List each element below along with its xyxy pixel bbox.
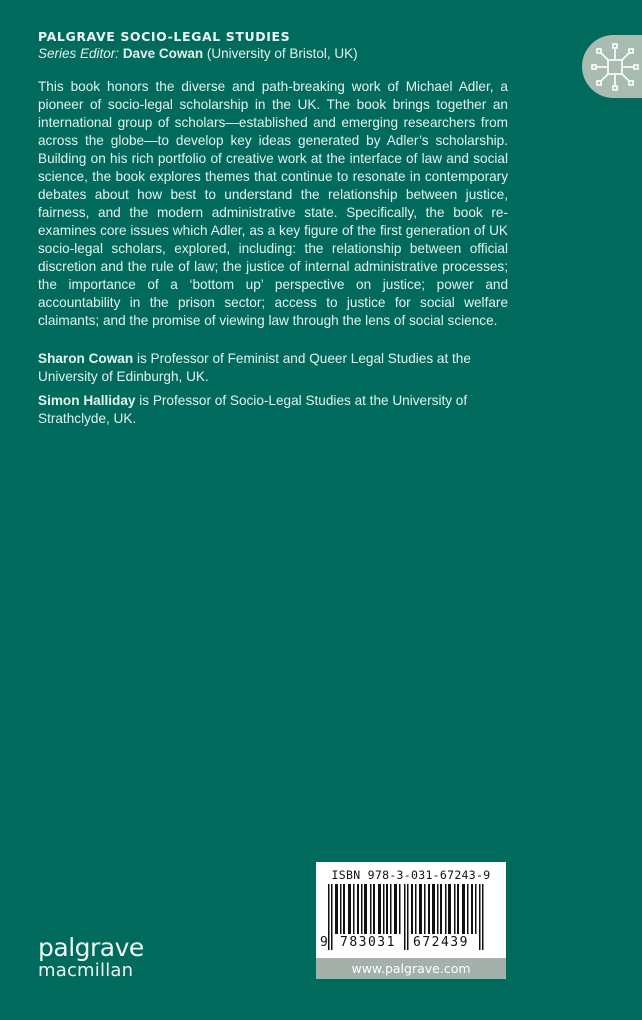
series-header xyxy=(38,28,358,63)
author-description: is Professor of Socio-Legal Studies at the University of Strathclyde, UK. xyxy=(38,393,468,426)
author-description: is Professor of Feminist and Queer Legal Studies at the University of Edinburgh, UK. xyxy=(38,351,471,384)
series-badge xyxy=(582,35,642,98)
barcode-digit-group-right: 672439 xyxy=(413,935,469,950)
publisher-logo xyxy=(38,933,144,982)
series-editor-label: Series Editor: xyxy=(38,46,120,61)
publisher-logo-line2: macmillan xyxy=(38,960,134,981)
series-title: PALGRAVE SOCIO-LEGAL STUDIES xyxy=(38,29,291,44)
author-bios xyxy=(38,350,508,434)
author-name: Simon Halliday xyxy=(38,393,136,408)
book-description: This book honors the diverse and path-breaking work of Michael Adler, a pioneer of socio-legal scholarship in the UK. The book brings together an international group of scholars—established and emerging researchers from across the globe—to develop key ideas generated by Adler’s scholarship. Building on his rich portfolio of creative work at the interface of law and social science, the book explores themes that continue to resonate in contemporary debates about how best to understand the relationship between justice, fairness, and the modern administrative state. Specifically, the book re-examines core issues which Adler, as a key figure of the first generation of UK socio-legal scholars, explored, including: the relationship between official discretion and the rule of law; the justice of internal administrative processes; the importance of a ‘bottom up’ perspective on justice; power and accountability in the prison sector; access to justice for social welfare claimants; and the promise of viewing law through the lens of social science. xyxy=(38,79,508,328)
network-hub-icon xyxy=(588,40,642,94)
series-editor xyxy=(38,45,358,63)
series-editor-affiliation: (University of Bristol, UK) xyxy=(206,46,358,61)
publisher-url: www.palgrave.com xyxy=(316,958,506,979)
author-bio xyxy=(38,392,508,428)
series-editor-name: Dave Cowan xyxy=(122,46,204,61)
author-name: Sharon Cowan xyxy=(38,351,134,366)
publisher-logo-line1: palgrave xyxy=(38,933,144,962)
barcode-digit-group-left: 783031 xyxy=(340,935,396,950)
author-bio xyxy=(38,350,508,386)
barcode-digit-prefix: 9 xyxy=(320,935,328,950)
isbn-barcode xyxy=(316,862,506,958)
isbn-label: ISBN 978-3-031-67243-9 xyxy=(331,868,491,882)
